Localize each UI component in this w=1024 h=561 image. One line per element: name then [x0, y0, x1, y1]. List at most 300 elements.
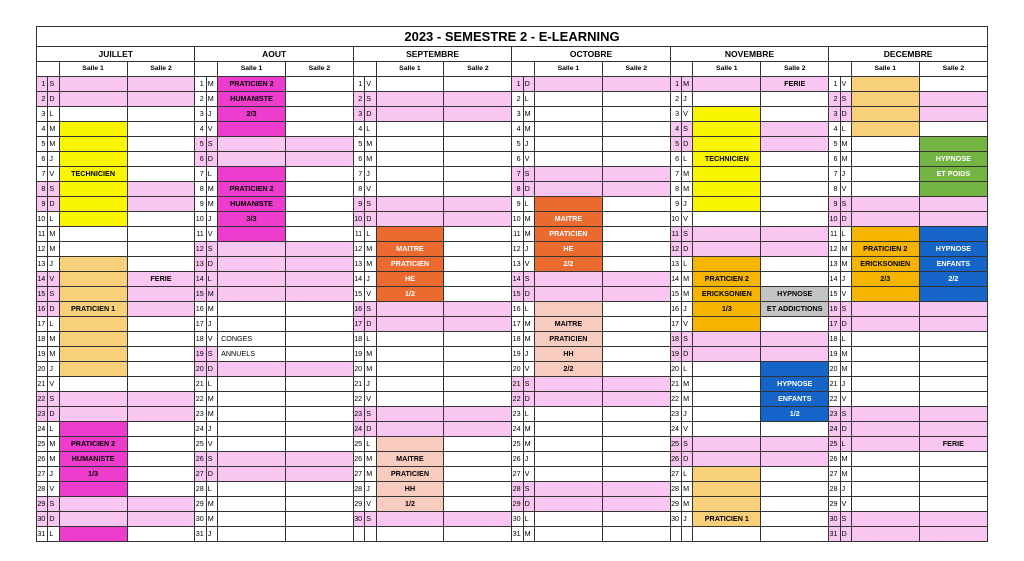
salle-1-cell[interactable]	[693, 452, 761, 467]
salle-1-cell[interactable]	[218, 497, 286, 512]
salle-2-cell[interactable]	[602, 227, 670, 242]
salle-1-cell[interactable]	[534, 92, 602, 107]
salle-1-cell[interactable]	[218, 377, 286, 392]
salle-2-cell[interactable]	[602, 512, 670, 527]
salle-2-cell[interactable]	[127, 407, 195, 422]
salle-1-cell[interactable]	[693, 77, 761, 92]
salle-2-cell[interactable]	[127, 377, 195, 392]
salle-2-cell[interactable]	[602, 137, 670, 152]
salle-1-cell[interactable]	[534, 422, 602, 437]
salle-1-cell[interactable]	[59, 332, 127, 347]
salle-2-cell[interactable]	[602, 437, 670, 452]
salle-2-cell[interactable]	[285, 527, 353, 542]
salle-1-cell[interactable]: TECHNICIEN	[693, 152, 761, 167]
salle-2-cell[interactable]	[444, 347, 512, 362]
salle-2-cell[interactable]	[127, 512, 195, 527]
salle-2-cell[interactable]	[444, 227, 512, 242]
salle-2-cell[interactable]	[444, 377, 512, 392]
salle-2-cell[interactable]	[919, 302, 987, 317]
salle-2-cell[interactable]	[444, 512, 512, 527]
salle-2-cell[interactable]	[919, 197, 987, 212]
salle-2-cell[interactable]	[444, 107, 512, 122]
salle-2-cell[interactable]	[285, 482, 353, 497]
salle-1-cell[interactable]	[534, 392, 602, 407]
salle-2-cell[interactable]	[127, 212, 195, 227]
salle-2-cell[interactable]	[761, 212, 829, 227]
salle-1-cell[interactable]	[851, 377, 919, 392]
salle-2-cell[interactable]	[602, 182, 670, 197]
salle-1-cell[interactable]	[59, 377, 127, 392]
salle-1-cell[interactable]	[693, 182, 761, 197]
salle-1-cell[interactable]	[851, 422, 919, 437]
salle-2-cell[interactable]	[285, 242, 353, 257]
salle-1-cell[interactable]	[851, 227, 919, 242]
salle-1-cell[interactable]: MAITRE	[376, 452, 444, 467]
salle-2-cell[interactable]	[127, 452, 195, 467]
salle-1-cell[interactable]	[376, 122, 444, 137]
salle-2-cell[interactable]	[285, 152, 353, 167]
salle-2-cell[interactable]: FERIE	[919, 437, 987, 452]
salle-1-cell[interactable]	[693, 497, 761, 512]
salle-1-cell[interactable]: MAITRE	[534, 317, 602, 332]
salle-2-cell[interactable]	[761, 242, 829, 257]
salle-2-cell[interactable]	[444, 137, 512, 152]
salle-2-cell[interactable]	[127, 242, 195, 257]
salle-2-cell[interactable]	[285, 137, 353, 152]
salle-1-cell[interactable]	[218, 452, 286, 467]
salle-2-cell[interactable]	[919, 107, 987, 122]
salle-1-cell[interactable]: HE	[534, 242, 602, 257]
salle-2-cell[interactable]	[127, 497, 195, 512]
salle-2-cell[interactable]	[919, 287, 987, 302]
salle-1-cell[interactable]	[218, 137, 286, 152]
salle-2-cell[interactable]	[919, 467, 987, 482]
salle-1-cell[interactable]	[376, 152, 444, 167]
salle-1-cell[interactable]	[218, 242, 286, 257]
salle-1-cell[interactable]	[59, 272, 127, 287]
salle-1-cell[interactable]	[851, 347, 919, 362]
salle-2-cell[interactable]	[761, 317, 829, 332]
salle-1-cell[interactable]: PRATICIEN	[376, 467, 444, 482]
salle-2-cell[interactable]	[602, 452, 670, 467]
salle-2-cell[interactable]	[919, 77, 987, 92]
salle-2-cell[interactable]	[761, 332, 829, 347]
salle-1-cell[interactable]	[59, 512, 127, 527]
salle-2-cell[interactable]: HYPNOSE	[919, 242, 987, 257]
salle-1-cell[interactable]	[218, 152, 286, 167]
salle-2-cell[interactable]	[602, 317, 670, 332]
salle-2-cell[interactable]	[127, 122, 195, 137]
salle-2-cell[interactable]	[285, 407, 353, 422]
salle-1-cell[interactable]	[534, 527, 602, 542]
salle-2-cell[interactable]	[285, 317, 353, 332]
salle-2-cell[interactable]	[919, 122, 987, 137]
salle-1-cell[interactable]	[59, 362, 127, 377]
salle-2-cell[interactable]	[919, 317, 987, 332]
salle-1-cell[interactable]	[693, 347, 761, 362]
salle-2-cell[interactable]	[285, 107, 353, 122]
salle-1-cell[interactable]	[693, 257, 761, 272]
salle-1-cell[interactable]	[693, 482, 761, 497]
salle-1-cell[interactable]: PRATICIEN 2	[59, 437, 127, 452]
salle-1-cell[interactable]	[534, 287, 602, 302]
salle-1-cell[interactable]: HE	[376, 272, 444, 287]
salle-1-cell[interactable]	[693, 332, 761, 347]
salle-1-cell[interactable]: 1/2	[376, 497, 444, 512]
salle-1-cell[interactable]	[851, 497, 919, 512]
salle-1-cell[interactable]	[851, 182, 919, 197]
salle-2-cell[interactable]	[127, 347, 195, 362]
salle-2-cell[interactable]	[444, 302, 512, 317]
salle-1-cell[interactable]	[693, 227, 761, 242]
salle-2-cell[interactable]	[602, 392, 670, 407]
salle-1-cell[interactable]	[534, 77, 602, 92]
salle-1-cell[interactable]	[534, 197, 602, 212]
salle-1-cell[interactable]	[376, 227, 444, 242]
salle-1-cell[interactable]	[59, 287, 127, 302]
salle-1-cell[interactable]	[851, 152, 919, 167]
salle-1-cell[interactable]	[534, 167, 602, 182]
salle-1-cell[interactable]	[59, 137, 127, 152]
salle-1-cell[interactable]	[693, 212, 761, 227]
salle-1-cell[interactable]	[534, 152, 602, 167]
salle-1-cell[interactable]	[59, 122, 127, 137]
salle-2-cell[interactable]	[919, 212, 987, 227]
salle-2-cell[interactable]	[602, 167, 670, 182]
salle-2-cell[interactable]	[602, 407, 670, 422]
salle-1-cell[interactable]	[218, 407, 286, 422]
salle-1-cell[interactable]	[693, 107, 761, 122]
salle-2-cell[interactable]	[444, 212, 512, 227]
salle-1-cell[interactable]	[534, 452, 602, 467]
salle-2-cell[interactable]	[761, 347, 829, 362]
salle-1-cell[interactable]	[376, 197, 444, 212]
salle-2-cell[interactable]	[127, 287, 195, 302]
salle-2-cell[interactable]	[444, 482, 512, 497]
salle-1-cell[interactable]	[376, 437, 444, 452]
salle-1-cell[interactable]	[376, 512, 444, 527]
salle-2-cell[interactable]	[444, 92, 512, 107]
salle-1-cell[interactable]	[59, 92, 127, 107]
salle-1-cell[interactable]: 2/3	[218, 107, 286, 122]
salle-2-cell[interactable]	[919, 227, 987, 242]
salle-1-cell[interactable]	[851, 482, 919, 497]
salle-1-cell[interactable]	[59, 407, 127, 422]
salle-2-cell[interactable]	[919, 422, 987, 437]
salle-1-cell[interactable]	[376, 167, 444, 182]
salle-1-cell[interactable]	[59, 242, 127, 257]
salle-1-cell[interactable]: TECHNICIEN	[59, 167, 127, 182]
salle-2-cell[interactable]	[444, 122, 512, 137]
salle-1-cell[interactable]: PRATICIEN 1	[59, 302, 127, 317]
salle-2-cell[interactable]	[761, 362, 829, 377]
salle-2-cell[interactable]	[285, 362, 353, 377]
salle-1-cell[interactable]: PRATICIEN	[534, 332, 602, 347]
salle-2-cell[interactable]	[444, 317, 512, 332]
salle-1-cell[interactable]	[693, 527, 761, 542]
salle-1-cell[interactable]	[534, 107, 602, 122]
salle-2-cell[interactable]	[919, 182, 987, 197]
salle-2-cell[interactable]	[761, 257, 829, 272]
salle-2-cell[interactable]	[919, 347, 987, 362]
salle-2-cell[interactable]	[444, 362, 512, 377]
salle-2-cell[interactable]	[285, 77, 353, 92]
salle-1-cell[interactable]: HH	[376, 482, 444, 497]
salle-2-cell[interactable]	[602, 467, 670, 482]
salle-1-cell[interactable]	[376, 137, 444, 152]
salle-1-cell[interactable]	[851, 467, 919, 482]
salle-1-cell[interactable]	[851, 92, 919, 107]
salle-1-cell[interactable]	[59, 497, 127, 512]
salle-1-cell[interactable]	[376, 302, 444, 317]
salle-2-cell[interactable]	[285, 122, 353, 137]
salle-1-cell[interactable]	[851, 332, 919, 347]
salle-2-cell[interactable]	[127, 167, 195, 182]
salle-2-cell[interactable]	[127, 182, 195, 197]
salle-2-cell[interactable]	[444, 182, 512, 197]
salle-1-cell[interactable]	[851, 107, 919, 122]
salle-2-cell[interactable]	[761, 467, 829, 482]
salle-2-cell[interactable]	[444, 437, 512, 452]
salle-2-cell[interactable]	[602, 287, 670, 302]
salle-1-cell[interactable]: PRATICIEN	[376, 257, 444, 272]
salle-2-cell[interactable]	[285, 422, 353, 437]
salle-2-cell[interactable]	[919, 377, 987, 392]
salle-2-cell[interactable]	[602, 332, 670, 347]
salle-2-cell[interactable]	[761, 272, 829, 287]
salle-2-cell[interactable]	[444, 422, 512, 437]
salle-2-cell[interactable]	[444, 452, 512, 467]
salle-1-cell[interactable]: ERICKSONIEN	[851, 257, 919, 272]
salle-2-cell[interactable]	[285, 197, 353, 212]
salle-1-cell[interactable]	[376, 377, 444, 392]
salle-2-cell[interactable]	[919, 527, 987, 542]
salle-2-cell[interactable]	[127, 527, 195, 542]
salle-2-cell[interactable]	[285, 347, 353, 362]
salle-2-cell[interactable]	[444, 257, 512, 272]
salle-1-cell[interactable]: MAITRE	[534, 212, 602, 227]
salle-1-cell[interactable]	[59, 392, 127, 407]
salle-1-cell[interactable]: ANNUELS	[218, 347, 286, 362]
salle-2-cell[interactable]	[602, 197, 670, 212]
salle-1-cell[interactable]	[218, 227, 286, 242]
salle-2-cell[interactable]	[761, 527, 829, 542]
salle-2-cell[interactable]	[919, 137, 987, 152]
salle-2-cell[interactable]	[444, 467, 512, 482]
salle-1-cell[interactable]: MAITRE	[376, 242, 444, 257]
salle-1-cell[interactable]	[376, 527, 444, 542]
salle-1-cell[interactable]	[376, 422, 444, 437]
salle-2-cell[interactable]	[127, 152, 195, 167]
salle-2-cell[interactable]	[285, 227, 353, 242]
salle-1-cell[interactable]: 1/2	[376, 287, 444, 302]
salle-1-cell[interactable]	[693, 242, 761, 257]
salle-1-cell[interactable]	[851, 167, 919, 182]
salle-1-cell[interactable]	[534, 137, 602, 152]
salle-1-cell[interactable]	[693, 92, 761, 107]
salle-2-cell[interactable]	[444, 167, 512, 182]
salle-1-cell[interactable]	[376, 332, 444, 347]
salle-2-cell[interactable]	[285, 257, 353, 272]
salle-2-cell[interactable]	[285, 167, 353, 182]
salle-2-cell[interactable]: ET POIDS	[919, 167, 987, 182]
salle-1-cell[interactable]	[693, 422, 761, 437]
salle-2-cell[interactable]	[127, 317, 195, 332]
salle-2-cell[interactable]	[444, 272, 512, 287]
salle-2-cell[interactable]	[285, 212, 353, 227]
salle-2-cell[interactable]	[127, 302, 195, 317]
salle-2-cell[interactable]: 1/2	[761, 407, 829, 422]
salle-1-cell[interactable]	[59, 107, 127, 122]
salle-1-cell[interactable]: PRATICIEN 2	[851, 242, 919, 257]
salle-2-cell[interactable]	[285, 332, 353, 347]
salle-1-cell[interactable]: PRATICIEN 2	[218, 77, 286, 92]
salle-2-cell[interactable]	[761, 122, 829, 137]
salle-2-cell[interactable]	[761, 482, 829, 497]
salle-1-cell[interactable]	[59, 77, 127, 92]
salle-2-cell[interactable]	[761, 107, 829, 122]
salle-1-cell[interactable]	[851, 317, 919, 332]
salle-2-cell[interactable]: ENFANTS	[919, 257, 987, 272]
salle-1-cell[interactable]	[376, 212, 444, 227]
salle-2-cell[interactable]	[285, 272, 353, 287]
salle-2-cell[interactable]	[285, 392, 353, 407]
salle-2-cell[interactable]	[602, 122, 670, 137]
salle-2-cell[interactable]	[285, 452, 353, 467]
salle-2-cell[interactable]	[285, 182, 353, 197]
salle-2-cell[interactable]	[285, 437, 353, 452]
salle-2-cell[interactable]	[602, 377, 670, 392]
salle-1-cell[interactable]: 2/2	[534, 257, 602, 272]
salle-1-cell[interactable]	[218, 422, 286, 437]
salle-2-cell[interactable]	[444, 407, 512, 422]
salle-2-cell[interactable]	[285, 92, 353, 107]
salle-1-cell[interactable]	[534, 482, 602, 497]
salle-1-cell[interactable]	[693, 407, 761, 422]
salle-1-cell[interactable]	[693, 437, 761, 452]
salle-1-cell[interactable]	[693, 317, 761, 332]
salle-1-cell[interactable]	[376, 77, 444, 92]
salle-1-cell[interactable]	[218, 167, 286, 182]
salle-1-cell[interactable]	[59, 347, 127, 362]
salle-2-cell[interactable]	[919, 497, 987, 512]
salle-1-cell[interactable]: 1/3	[693, 302, 761, 317]
salle-1-cell[interactable]	[59, 257, 127, 272]
salle-1-cell[interactable]	[851, 407, 919, 422]
salle-2-cell[interactable]: ET ADDICTIONS	[761, 302, 829, 317]
salle-1-cell[interactable]: 3/3	[218, 212, 286, 227]
salle-1-cell[interactable]	[218, 287, 286, 302]
salle-2-cell[interactable]	[127, 437, 195, 452]
salle-2-cell[interactable]: HYPNOSE	[919, 152, 987, 167]
salle-2-cell[interactable]	[761, 452, 829, 467]
salle-2-cell[interactable]	[127, 392, 195, 407]
salle-1-cell[interactable]	[851, 437, 919, 452]
salle-2-cell[interactable]	[127, 362, 195, 377]
salle-2-cell[interactable]	[602, 92, 670, 107]
salle-2-cell[interactable]: 2/2	[919, 272, 987, 287]
salle-1-cell[interactable]	[534, 122, 602, 137]
salle-1-cell[interactable]	[851, 137, 919, 152]
salle-1-cell[interactable]	[534, 272, 602, 287]
salle-2-cell[interactable]	[919, 362, 987, 377]
salle-1-cell[interactable]	[851, 122, 919, 137]
salle-1-cell[interactable]	[851, 212, 919, 227]
salle-1-cell[interactable]	[59, 212, 127, 227]
salle-2-cell[interactable]	[761, 437, 829, 452]
salle-1-cell[interactable]	[218, 362, 286, 377]
salle-2-cell[interactable]	[602, 152, 670, 167]
salle-1-cell[interactable]	[534, 182, 602, 197]
salle-2-cell[interactable]: FERIE	[761, 77, 829, 92]
salle-1-cell[interactable]	[693, 167, 761, 182]
salle-1-cell[interactable]	[218, 257, 286, 272]
salle-2-cell[interactable]	[127, 227, 195, 242]
salle-1-cell[interactable]	[59, 527, 127, 542]
salle-1-cell[interactable]	[534, 302, 602, 317]
salle-2-cell[interactable]	[285, 512, 353, 527]
salle-1-cell[interactable]: HUMANISTE	[218, 197, 286, 212]
salle-1-cell[interactable]	[693, 467, 761, 482]
salle-1-cell[interactable]: PRATICIEN	[534, 227, 602, 242]
salle-1-cell[interactable]	[534, 512, 602, 527]
salle-2-cell[interactable]	[602, 347, 670, 362]
salle-1-cell[interactable]	[534, 437, 602, 452]
salle-2-cell[interactable]	[444, 527, 512, 542]
salle-1-cell[interactable]	[218, 482, 286, 497]
salle-1-cell[interactable]	[218, 392, 286, 407]
salle-1-cell[interactable]	[851, 527, 919, 542]
salle-2-cell[interactable]	[761, 227, 829, 242]
salle-1-cell[interactable]	[218, 122, 286, 137]
salle-2-cell[interactable]	[127, 467, 195, 482]
salle-1-cell[interactable]	[376, 362, 444, 377]
salle-2-cell[interactable]	[919, 392, 987, 407]
salle-2-cell[interactable]	[285, 302, 353, 317]
salle-2-cell[interactable]	[285, 467, 353, 482]
salle-2-cell[interactable]	[602, 257, 670, 272]
salle-1-cell[interactable]	[59, 422, 127, 437]
salle-1-cell[interactable]	[218, 317, 286, 332]
salle-2-cell[interactable]	[761, 197, 829, 212]
salle-2-cell[interactable]	[602, 302, 670, 317]
salle-1-cell[interactable]	[59, 197, 127, 212]
salle-2-cell[interactable]	[127, 422, 195, 437]
salle-1-cell[interactable]	[851, 512, 919, 527]
salle-2-cell[interactable]	[602, 242, 670, 257]
salle-1-cell[interactable]: PRATICIEN 2	[218, 182, 286, 197]
salle-1-cell[interactable]	[376, 392, 444, 407]
salle-1-cell[interactable]	[851, 392, 919, 407]
salle-1-cell[interactable]	[376, 317, 444, 332]
salle-1-cell[interactable]	[693, 122, 761, 137]
salle-1-cell[interactable]: PRATICIEN 1	[693, 512, 761, 527]
salle-1-cell[interactable]	[218, 437, 286, 452]
salle-2-cell[interactable]	[602, 482, 670, 497]
salle-1-cell[interactable]: PRATICIEN 2	[693, 272, 761, 287]
salle-2-cell[interactable]	[602, 272, 670, 287]
salle-2-cell[interactable]	[285, 287, 353, 302]
salle-2-cell[interactable]: HYPNOSE	[761, 377, 829, 392]
salle-1-cell[interactable]: HH	[534, 347, 602, 362]
salle-2-cell[interactable]	[127, 137, 195, 152]
salle-2-cell[interactable]	[602, 497, 670, 512]
salle-1-cell[interactable]	[534, 497, 602, 512]
salle-1-cell[interactable]	[534, 407, 602, 422]
salle-1-cell[interactable]	[534, 467, 602, 482]
salle-1-cell[interactable]	[59, 482, 127, 497]
salle-1-cell[interactable]	[59, 182, 127, 197]
